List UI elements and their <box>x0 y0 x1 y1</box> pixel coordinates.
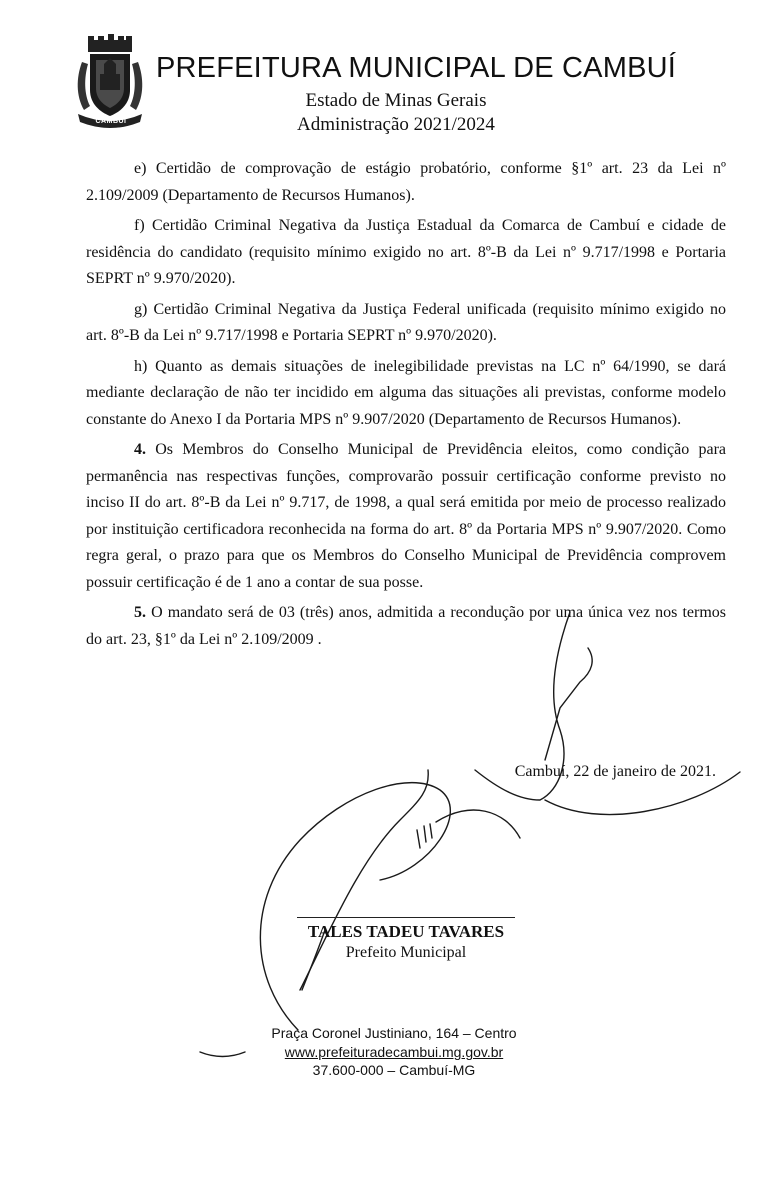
paragraph-g: g) Certidão Criminal Negativa da Justiça Federal unificada (requisito mínimo exigido no art. 8º-B da Lei nº 9.717/1998 e Portaria SEPRT nº 9.970/2020). <box>86 300 726 344</box>
paragraph-h: h) Quanto as demais situações de inelegibilidade previstas na LC nº 64/1990, se dará mediante declaração de não ter incidido em alguma das situações ali previstas, conforme modelo constante do Anexo I da Portaria MPS nº 9.907/2020 (Departamento de Recursos Humanos). <box>86 357 726 428</box>
signatory-name: TALES TADEU TAVARES <box>307 922 505 941</box>
municipal-crest-icon <box>74 34 146 130</box>
footer-cep: 37.600-000 – Cambuí-MG <box>312 1062 476 1078</box>
date-line: Cambuí, 22 de janeiro de 2021. <box>514 763 716 780</box>
numbered-paragraph-5 <box>86 600 726 653</box>
paragraph-number: 4. <box>134 441 146 458</box>
signatory-role: Prefeito Municipal <box>345 944 467 961</box>
page-title: PREFEITURA MUNICIPAL DE CAMBUÍ <box>156 52 677 84</box>
crest-ribbon-text: CAMBUÍ <box>95 118 127 125</box>
administration-subtitle: Administração 2021/2024 <box>297 114 495 135</box>
paragraph-text: O mandato será de 03 (três) anos, admitida a recondução por uma única vez nos termos do art. 23, §1º da Lei nº 2.109/2009 . <box>86 604 727 648</box>
state-subtitle: Estado de Minas Gerais <box>305 90 487 111</box>
paragraph-f: f) Certidão Criminal Negativa da Justiça Estadual da Comarca de Cambuí e cidade de residência do candidato (requisito mínimo exigido no art. 8º-B da Lei nº 9.717/1998 e Portaria SEPRT nº 9.970/2020). <box>86 217 726 287</box>
numbered-paragraph-4 <box>86 437 726 596</box>
paragraph-number: 5. <box>134 604 146 621</box>
paragraph-text: Os Membros do Conselho Municipal de Previdência eleitos, como condição para permanência nas respectivas funções, comprovarão possuir certificação conforme previsto no inciso II do art. 8º-B da Lei nº 9.717, de 1998, a qual será emitida por meio de processo realizado por instituição certificadora reconhecida na forma do art. 8º da Portaria MPS nº 9.907/2020. Como regra geral, o prazo para que os Membros do Conselho Municipal de Previdência comprovem possuir certificação é de 1 ano a contar de sua posse. <box>86 441 727 591</box>
footer-website-link[interactable]: www.prefeituradecambui.mg.gov.br <box>284 1044 504 1060</box>
footer-address: Praça Coronel Justiniano, 164 – Centro <box>271 1025 517 1041</box>
document-body <box>86 156 726 657</box>
paragraph-e: e) Certidão de comprovação de estágio probatório, conforme §1º art. 23 da Lei nº 2.109/2009 (Departamento de Recursos Humanos). <box>86 160 726 204</box>
signature-line <box>297 917 515 918</box>
